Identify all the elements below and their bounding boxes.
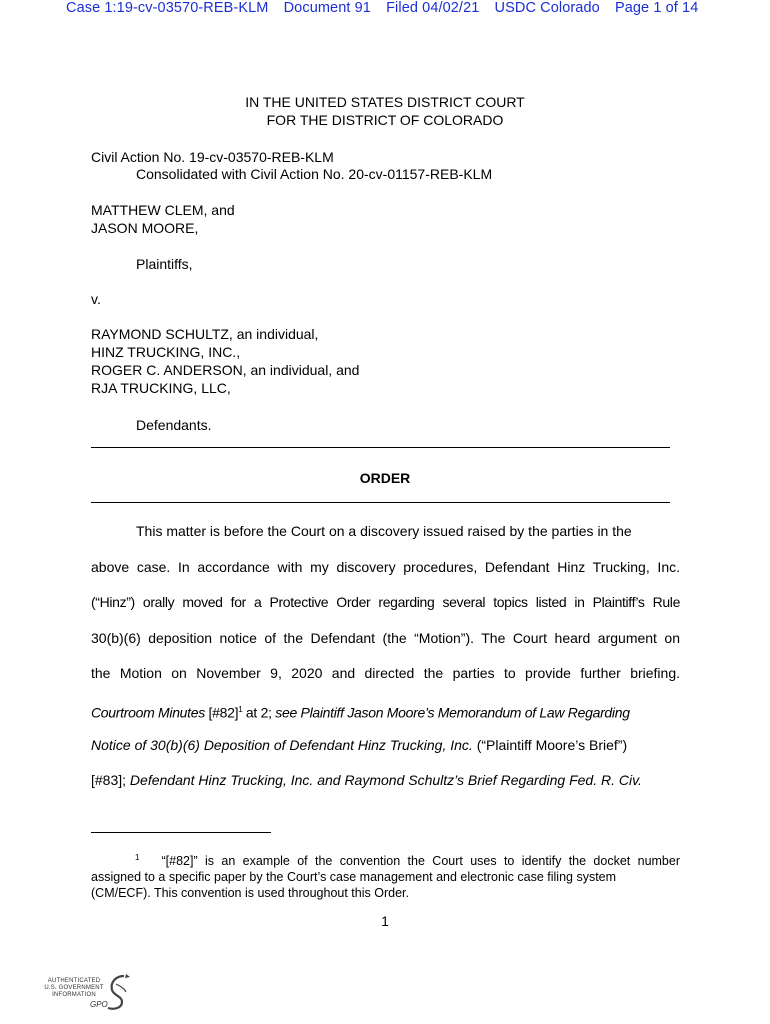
body-text-line: [91, 772, 680, 789]
page-number: 1: [381, 913, 389, 929]
plaintiffs-label: Plaintiffs,: [136, 256, 193, 272]
civil-action-number: Civil Action No. 19-cv-03570-REB-KLM: [91, 149, 334, 165]
defendant-name: RJA TRUCKING, LLC,: [91, 380, 231, 396]
citation-italic: Defendant Hinz Trucking, Inc. and Raymond Schultz’s Brief Regarding Fed. R. Civ.: [129, 772, 642, 788]
footnote-divider: [91, 832, 271, 833]
caption-divider: [91, 447, 670, 448]
page-indicator: Page 1 of 14: [614, 0, 699, 16]
filed-date: Filed 04/02/21: [386, 0, 480, 16]
citation-italic: Notice of 30(b)(6) Deposition of Defendant Hinz Trucking, Inc.: [91, 737, 473, 753]
citation-italic: Courtroom Minutes: [91, 704, 205, 721]
citation-text: (“Plaintiff Moore’s Brief”): [472, 737, 628, 753]
footnote-ref: 1: [238, 705, 243, 714]
ecf-header-stamp: [66, 0, 709, 16]
citation-italic: see Plaintiff Jason Moore’s Memorandum of Law Regarding: [275, 704, 630, 721]
gpo-authentication-seal: [44, 972, 134, 1018]
document-number: Document 91: [283, 0, 371, 16]
plaintiff-name: MATTHEW CLEM, and: [91, 202, 235, 218]
citation-text: at 2;: [242, 704, 276, 721]
body-text-line: [91, 701, 680, 722]
plaintiff-name: JASON MOORE,: [91, 220, 199, 236]
body-text-line: This matter is before the Court on a discovery issued raised by the parties in the: [136, 523, 632, 539]
court-heading-line2: FOR THE DISTRICT OF COLORADO: [266, 112, 504, 128]
footnote-line: $^1$ “[#82]” is an example of the convention the Court uses to identify the docket number: [135, 853, 680, 869]
consolidated-action: Consolidated with Civil Action No. 20-cv-01157-REB-KLM: [136, 166, 493, 182]
defendant-name: HINZ TRUCKING, INC.,: [91, 344, 241, 360]
defendants-label: Defendants.: [136, 417, 212, 433]
gpo-seal-text: AUTHENTICATED U.S. GOVERNMENT INFORMATION: [44, 978, 104, 998]
docket-ref: [#83];: [91, 772, 130, 788]
body-text-line: [91, 737, 680, 754]
footnote-marker: 1: [135, 853, 140, 862]
body-text-line: above case. In accordance with my discovery procedures, Defendant Hinz Trucking, Inc.: [91, 559, 680, 575]
body-text-line: the Motion on November 9, 2020 and directed the parties to provide further briefing.: [91, 665, 680, 681]
defendant-name: ROGER C. ANDERSON, an individual, and: [91, 362, 360, 378]
court-heading-line1: IN THE UNITED STATES DISTRICT COURT: [245, 94, 525, 110]
body-text-line: 30(b)(6) deposition notice of the Defendant (the “Motion”). The Court heard argument on: [91, 630, 680, 646]
court-name: USDC Colorado: [494, 0, 600, 16]
footnote-line: assigned to a specific paper by the Court’s case management and electronic case filing system: [91, 870, 617, 885]
footnote-line: (CM/ECF). This convention is used throughout this Order.: [91, 886, 409, 901]
defendant-name: RAYMOND SCHULTZ, an individual,: [91, 326, 319, 342]
title-divider: [91, 502, 670, 503]
docket-ref: [#82]: [204, 704, 239, 721]
gpo-mark: GPO: [90, 1000, 108, 1009]
versus-label: v.: [91, 291, 101, 307]
document-title: ORDER: [359, 470, 411, 486]
case-number: Case 1:19-cv-03570-REB-KLM: [66, 0, 269, 16]
body-text-line: (“Hinz”) orally moved for a Protective Order regarding several topics listed in Plaintiff’s Rule: [91, 594, 680, 610]
footnote: [91, 850, 680, 901]
